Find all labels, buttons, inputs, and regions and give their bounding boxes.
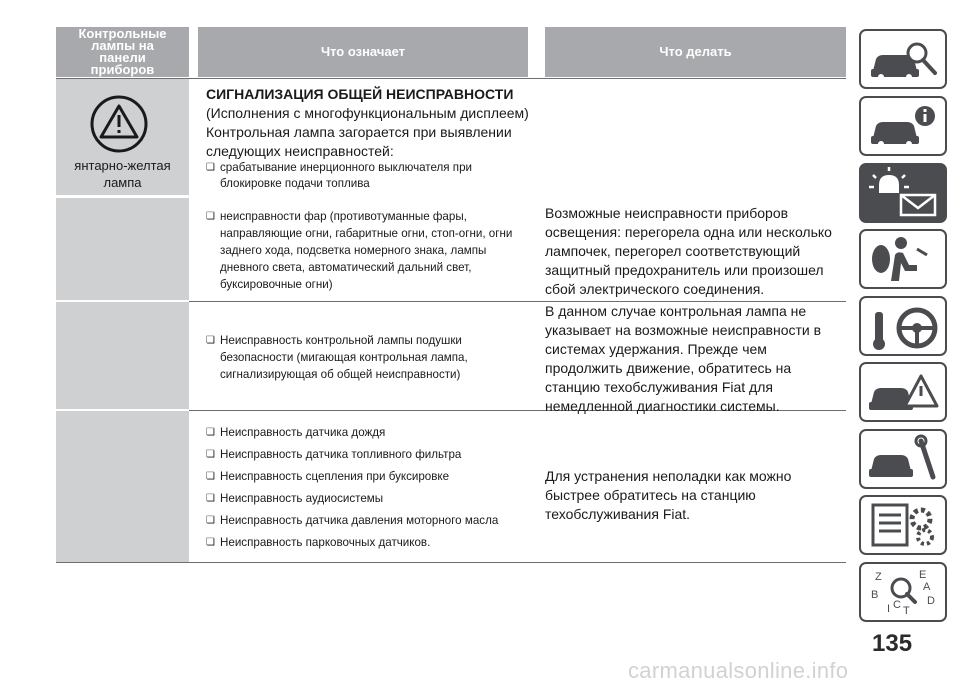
row-divider: [56, 78, 846, 79]
list-item: ❏ Неисправность датчика топливного фильтра: [206, 446, 536, 463]
section-subtitle: (Исполнения с многофункциональным дисплеем): [206, 105, 529, 121]
car-emergency-icon: [861, 364, 945, 420]
warning-triangle-icon: [88, 93, 150, 155]
key-steering-wheel-icon: [861, 298, 945, 354]
row-divider: [56, 562, 846, 563]
action-text: Для устранения неполадки как можно быстрее обратитесь на станцию техобслуживания Fiat.: [545, 468, 792, 522]
header-col-lamps: [56, 27, 189, 77]
list-item: ❏ Неисправность датчика давления моторного масла: [206, 512, 536, 529]
list-item: ❏ Неисправность аудиосистемы: [206, 490, 536, 507]
tab-maintenance[interactable]: [859, 429, 947, 489]
tab-index[interactable]: [859, 562, 947, 622]
lamp-color-label: янтарно-желтая лампа: [74, 158, 171, 190]
lamp-cell-4: [56, 411, 189, 562]
svg-text:T: T: [903, 605, 910, 617]
header-col-action: [545, 27, 846, 77]
svg-text:E: E: [919, 569, 927, 581]
list-item: ❏ неисправности фар (противотуманные фары, направляющие огни, габаритные огни, стоп-огни, огни заднего хода, подсветка номерного знака, лампы дневного света, автоматический дальний свет, буксировочные огни): [206, 208, 536, 293]
airbag-passenger-icon: [861, 231, 945, 287]
technical-data-icon: [861, 497, 945, 553]
item-list: [206, 332, 496, 383]
tab-car-info[interactable]: [859, 96, 947, 156]
item-list: [206, 424, 536, 551]
alphabetical-index-icon: [861, 564, 945, 620]
header-col-action-label: Что делать: [659, 44, 732, 59]
header-col-meaning: [198, 27, 528, 77]
tab-technical-data[interactable]: [859, 495, 947, 555]
svg-text:D: D: [927, 595, 935, 607]
header-col-meaning-label: Что означает: [320, 44, 406, 59]
warning-light-message-icon: [861, 165, 945, 221]
svg-text:B: B: [871, 589, 879, 601]
item-list: [206, 160, 516, 192]
list-item: ❏ Неисправность парковочных датчиков.: [206, 534, 536, 551]
tab-start-driving[interactable]: [859, 296, 947, 356]
section-title: СИГНАЛИЗАЦИЯ ОБЩЕЙ НЕИСПРАВНОСТИ: [206, 86, 514, 102]
header-col-lamps-label: Контрольные лампы на панели приборов: [78, 26, 167, 77]
watermark: carmanualsonline.info: [628, 658, 849, 683]
list-item: ❏ Неисправность контрольной лампы подушки безопасности (мигающая контрольная лампа, сигнализирующая об общей неисправности): [206, 332, 496, 383]
svg-text:A: A: [923, 581, 931, 593]
car-search-icon: [861, 31, 945, 87]
car-maintenance-icon: [861, 431, 945, 487]
list-item: ❏ Неисправность датчика дождя: [206, 424, 536, 441]
svg-text:C: C: [893, 599, 901, 611]
list-item: ❏ Неисправность сцепления при буксировке: [206, 468, 536, 485]
action-text: В данном случае контрольная лампа не указывает на возможные неисправности в системах удержания. Прежде чем продолжить движение, обратитесь на станцию техобслуживания Fiat для немедленной диагностики системы.: [545, 303, 822, 414]
lamp-cell-3: [56, 302, 189, 409]
action-text: Возможные неисправности приборов освещения: перегорела одна или несколько лампочек, перегорел соответствующий защитный предохранитель или произошел сбой электрического соединения.: [545, 205, 832, 297]
tab-car-search[interactable]: [859, 29, 947, 89]
item-list: [206, 208, 536, 293]
list-item: ❏ срабатывание инерционного выключателя при блокировке подачи топлива: [206, 160, 516, 192]
tab-warning-lights[interactable]: [859, 163, 947, 223]
tab-emergency[interactable]: [859, 362, 947, 422]
svg-text:Z: Z: [875, 571, 882, 583]
svg-text:I: I: [887, 603, 891, 615]
car-info-icon: [861, 98, 945, 154]
lamp-cell-2: [56, 198, 189, 300]
tab-safety[interactable]: [859, 229, 947, 289]
section-intro: Контрольная лампа загорается при выявлении следующих неисправностей:: [206, 124, 512, 159]
page-number: 135: [872, 630, 913, 657]
